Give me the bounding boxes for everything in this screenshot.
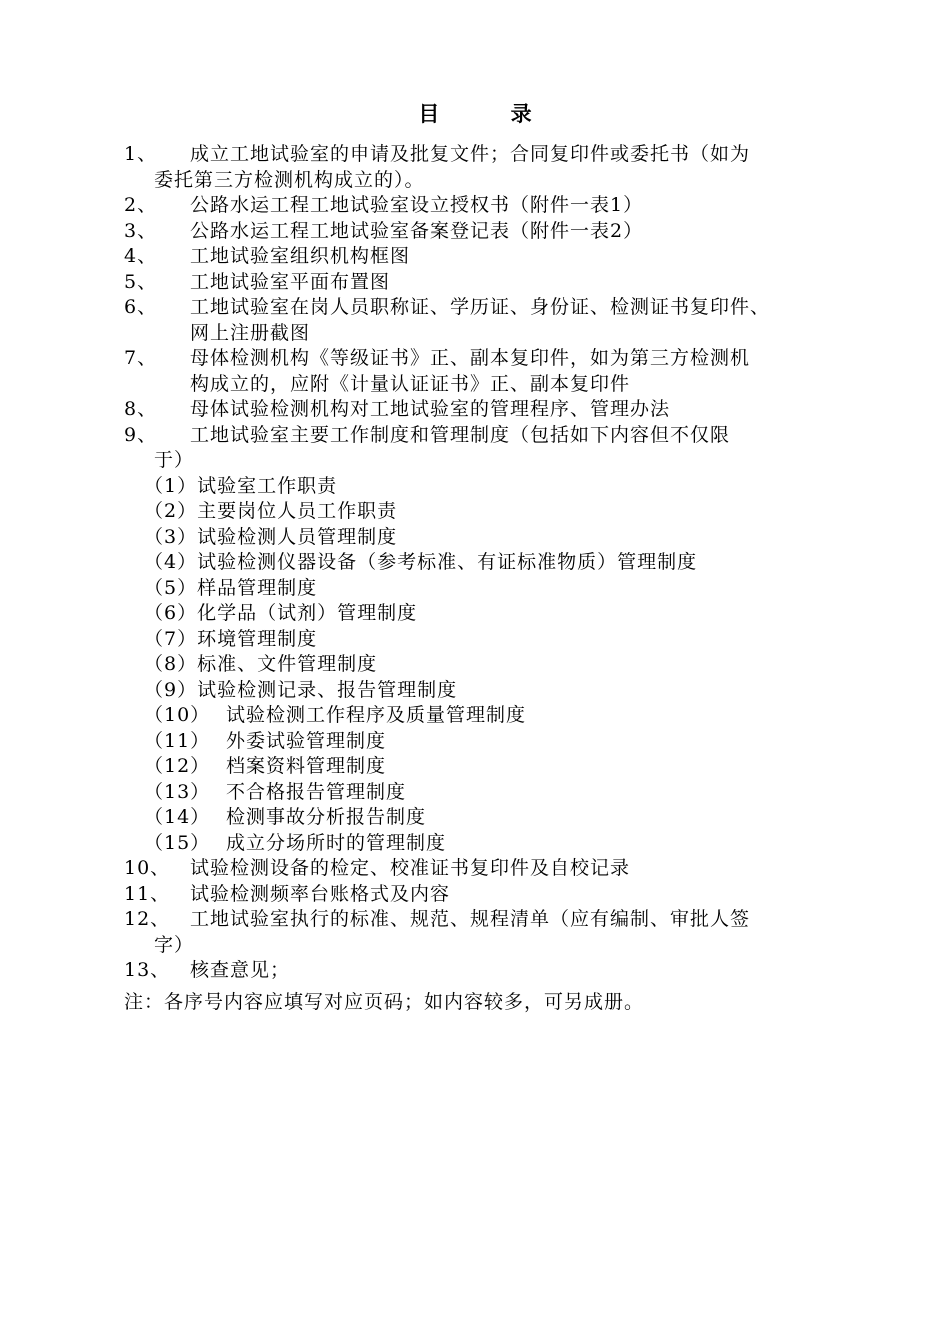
toc-item-continuation: 网上注册截图: [190, 321, 311, 344]
toc-subitem-text: 样品管理制度: [197, 576, 318, 599]
toc-item-continuation: 构成立的，应附《计量认证证书》正、副本复印件: [190, 372, 631, 395]
toc-subitem-number: （15）: [144, 831, 211, 854]
toc-item-text: 公路水运工程工地试验室备案登记表（附件一表2）: [190, 219, 644, 242]
toc-item-number: 8、: [124, 398, 158, 420]
toc-subitem: [124, 550, 844, 576]
toc-subitem: [124, 601, 844, 627]
toc-item-continuation: 字）: [154, 933, 195, 956]
toc-item-11: [124, 882, 844, 908]
toc-subitem-number: （1）: [144, 474, 198, 497]
toc-subitem-number: （8）: [144, 653, 198, 675]
toc-subitem: [124, 678, 844, 704]
toc-subitem-text: 主要岗位人员工作职责: [197, 500, 398, 522]
toc-subitem: [124, 499, 844, 525]
toc-item-12: [124, 907, 844, 958]
toc-subitem-text: 外委试验管理制度: [226, 729, 387, 752]
toc-subitem-number: （2）: [144, 500, 198, 522]
toc-subitem-text: 标准、文件管理制度: [197, 653, 378, 675]
toc-subitem-number: （4）: [144, 551, 198, 573]
toc-subitem-text: 试验检测仪器设备（参考标准、有证标准物质）管理制度: [197, 551, 698, 573]
toc-subitem: [124, 703, 844, 729]
toc-item-text: 工地试验室执行的标准、规范、规程清单（应有编制、审批人签: [190, 908, 751, 930]
toc-item-13: [124, 958, 844, 984]
toc-subitem-text: 档案资料管理制度: [226, 755, 387, 777]
toc-subitem-number: （12）: [144, 755, 211, 777]
toc-item-number: 5、: [124, 270, 158, 293]
toc-item-number: 3、: [124, 219, 158, 242]
toc-item-number: 10、: [124, 857, 171, 879]
toc-subitem-text: 成立分场所时的管理制度: [226, 831, 447, 854]
toc-subitem-text: 试验检测工作程序及质量管理制度: [226, 704, 527, 726]
toc-item-5: [124, 270, 844, 296]
toc-item-10: [124, 856, 844, 882]
toc-subitem-text: 试验检测人员管理制度: [197, 525, 398, 548]
toc-subitem-number: （3）: [144, 525, 198, 548]
toc-item-text: 试验检测频率台账格式及内容: [190, 882, 451, 905]
toc-item-number: 6、: [124, 296, 158, 318]
toc-item-number: 2、: [124, 194, 158, 216]
toc-subitem: [124, 474, 844, 500]
toc-item-7: [124, 346, 844, 397]
footnote: 注：各序号内容应填写对应页码；如内容较多，可另成册。: [124, 990, 645, 1013]
toc-item-text: 工地试验室主要工作制度和管理制度（包括如下内容但不仅限: [190, 423, 731, 446]
toc-subitem-number: （7）: [144, 627, 198, 650]
toc-subitem: [124, 652, 844, 678]
toc-item-continuation: 委托第三方检测机构成立的）。: [154, 168, 425, 191]
toc-item-text: 母体检测机构《等级证书》正、副本复印件，如为第三方检测机: [190, 347, 751, 369]
toc-item-text: 核查意见；: [190, 959, 291, 981]
toc-item-3: [124, 219, 844, 245]
toc-subitem-text: 检测事故分析报告制度: [226, 806, 427, 828]
toc-item-2: [124, 193, 844, 219]
table-of-contents: [124, 142, 844, 1015]
toc-subitem: [124, 729, 844, 755]
toc-item-continuation: 于）: [154, 449, 195, 471]
toc-item-text: 成立工地试验室的申请及批复文件；合同复印件或委托书（如为: [190, 143, 751, 165]
toc-item-text: 母体试验检测机构对工地试验室的管理程序、管理办法: [190, 398, 671, 420]
toc-subitem-text: 试验室工作职责: [197, 474, 338, 497]
toc-subitem-number: （10）: [144, 704, 211, 726]
page-title: 目 录: [418, 101, 564, 126]
toc-item-text: 工地试验室平面布置图: [190, 270, 391, 293]
toc-item-text: 试验检测设备的检定、校准证书复印件及自校记录: [190, 857, 631, 879]
toc-subitem: [124, 831, 844, 857]
toc-item-8: [124, 397, 844, 423]
toc-subitem: [124, 576, 844, 602]
toc-subitem-text: 不合格报告管理制度: [226, 780, 407, 803]
toc-item-6: [124, 295, 844, 346]
toc-subitem-text: 试验检测记录、报告管理制度: [197, 678, 458, 701]
toc-item-number: 4、: [124, 245, 158, 267]
toc-subitem-text: 环境管理制度: [197, 627, 318, 650]
toc-subitem: [124, 805, 844, 831]
toc-subitem: [124, 525, 844, 551]
toc-item-number: 12、: [124, 908, 171, 930]
toc-subitem: [124, 754, 844, 780]
toc-subitem-number: （9）: [144, 678, 198, 701]
toc-item-number: 13、: [124, 959, 171, 981]
toc-item-number: 9、: [124, 423, 158, 446]
toc-item-number: 11、: [124, 882, 171, 905]
toc-item-number: 1、: [124, 143, 158, 165]
toc-subitem-text: 化学品（试剂）管理制度: [197, 602, 418, 624]
toc-subitem-number: （11）: [144, 729, 211, 752]
toc-item-text: 工地试验室组织机构框图: [190, 245, 411, 267]
toc-subitem-number: （13）: [144, 780, 211, 803]
toc-subitem-number: （5）: [144, 576, 198, 599]
toc-subitem-number: （6）: [144, 602, 198, 624]
toc-subitem-number: （14）: [144, 806, 211, 828]
toc-subitem: [124, 627, 844, 653]
toc-item-text: 工地试验室在岗人员职称证、学历证、身份证、检测证书复印件、: [190, 296, 771, 318]
toc-item-1: [124, 142, 844, 193]
toc-item-text: 公路水运工程工地试验室设立授权书（附件一表1）: [190, 194, 644, 216]
toc-item-4: [124, 244, 844, 270]
toc-item-9: [124, 423, 844, 474]
toc-item-number: 7、: [124, 347, 158, 369]
toc-subitem: [124, 780, 844, 806]
